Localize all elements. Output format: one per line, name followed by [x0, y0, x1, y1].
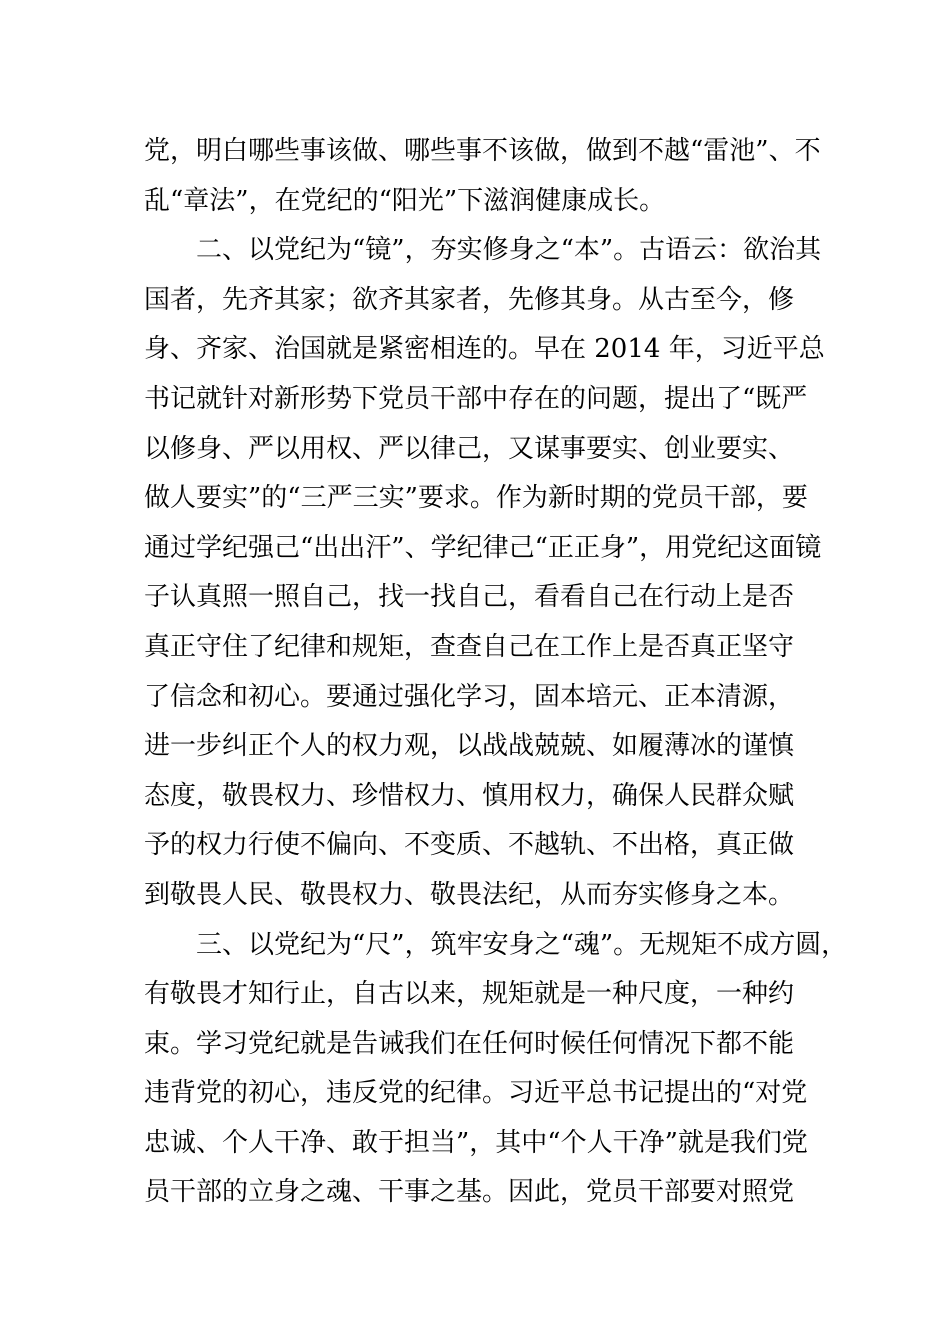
- text-line: 到敬畏人民、敬畏权力、敬畏法纪，从而夯实修身之本。: [144, 879, 795, 910]
- text-line: 束。学习党纪就是告诫我们在任何时候任何情况下都不能: [144, 1028, 795, 1059]
- text-line: 身、齐家、治国就是紧密相连的。早在 2014 年，习近平总: [144, 334, 825, 365]
- text-line: 通过学纪强己“出出汗”、学纪律己“正正身”，用党纪这面镜: [144, 532, 822, 563]
- text-line: 忠诚、个人干净、敢于担当”，其中“个人干净”就是我们党: [144, 1127, 808, 1158]
- body-text: [144, 127, 848, 1218]
- text-line: 国者，先齐其家；欲齐其家者，先修其身。从古至今，修: [144, 284, 795, 315]
- text-line: 进一步纠正个人的权力观，以战战兢兢、如履薄冰的谨慎: [144, 731, 795, 762]
- text-line: 子认真照一照自己，找一找自己，看看自己在行动上是否: [144, 582, 795, 613]
- text-line: 员干部的立身之魂、干事之基。因此，党员干部要对照党: [144, 1177, 795, 1208]
- paragraph-heading-2: 二、以党纪为“镜”，夯实修身之“本”。古语云：欲治其: [196, 235, 822, 266]
- text-line: 书记就针对新形势下党员干部中存在的问题，提出了“既严: [144, 383, 808, 414]
- text-line: 做人要实”的“三严三实”要求。作为新时期的党员干部，要: [144, 483, 808, 514]
- paragraph-heading-3: 三、以党纪为“尺”，筑牢安身之“魂”。无规矩不成方圆，: [196, 929, 848, 960]
- text-line: 以修身、严以用权、严以律己，又谋事要实、创业要实、: [144, 433, 795, 464]
- text-line: 真正守住了纪律和规矩，查查自己在工作上是否真正坚守: [144, 631, 795, 662]
- text-line: 予的权力行使不偏向、不变质、不越轨、不出格，真正做: [144, 830, 795, 861]
- text-line: 态度，敬畏权力、珍惜权力、慎用权力，确保人民群众赋: [144, 780, 795, 811]
- text-line: 党，明白哪些事该做、哪些事不该做，做到不越“雷池”、不: [144, 136, 821, 166]
- text-line: 乱“章法”，在党纪的“阳光”下滋润健康成长。: [144, 185, 666, 216]
- text-line: 有敬畏才知行止，自古以来，规矩就是一种尺度，一种约: [144, 979, 795, 1010]
- text-line: 违背党的初心，违反党的纪律。习近平总书记提出的“对党: [144, 1078, 808, 1109]
- text-line: 了信念和初心。要通过强化学习，固本培元、正本清源，: [144, 681, 795, 712]
